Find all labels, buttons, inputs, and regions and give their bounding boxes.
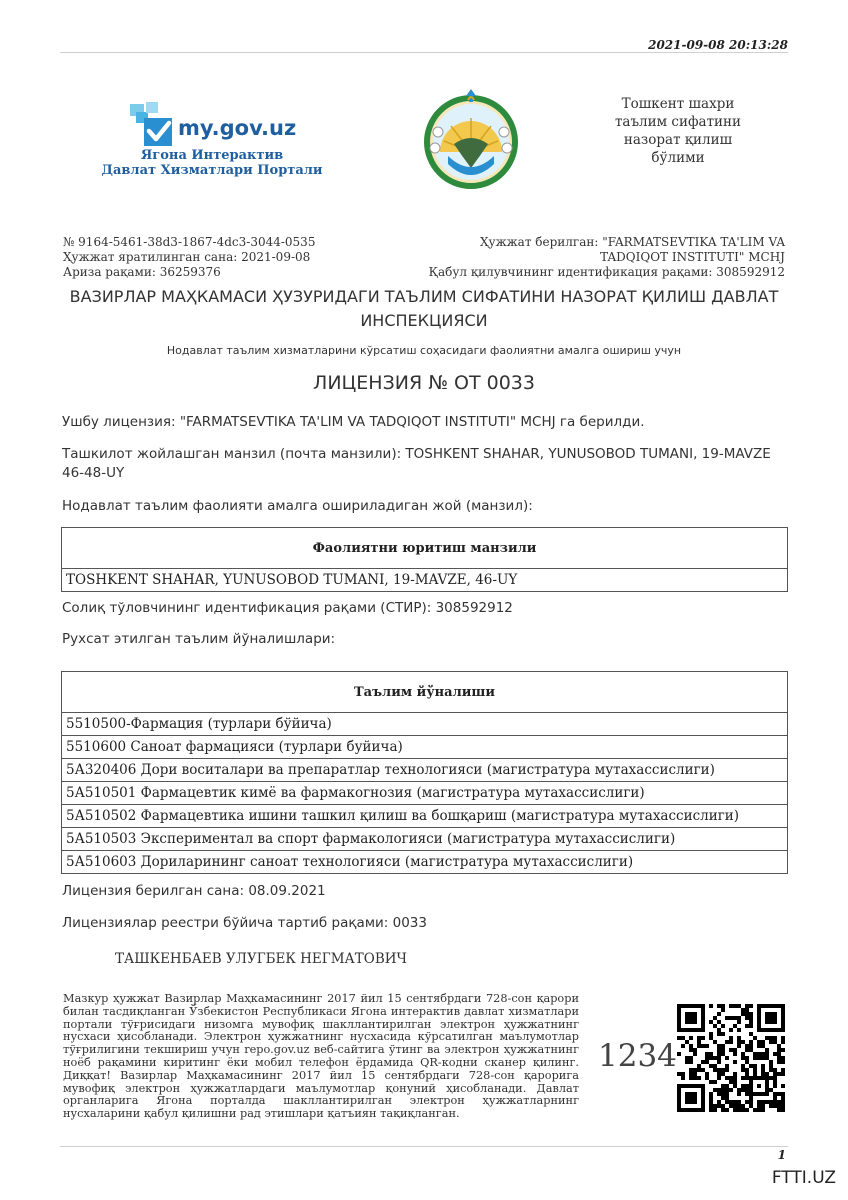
document-meta-right xyxy=(405,235,785,280)
department-line: бўлими xyxy=(651,150,705,166)
directions-label: Рухсат этилган таълим йўналишлари: xyxy=(62,631,336,647)
legal-notice: Мазкур ҳужжат Вазирлар Маҳкамасининг 2017 йил 15 сентябрдаги 728-сон қарори билан тасдиқланган Ўзбекистон Республикаси Ягона интерактив давлат хизматлари портали тўғрисидаги низомга мувофиқ шакллантирилган электрон ҳужжатнинг нусхаси ҳисобланади. Электрон ҳужжатнинг нусхасида кўрсатилган маълумотлар тўғрилигини текшириш учун repo.gov.uz веб-сайтига ўтинг ва электрон ҳужжатнинг ноёб рақамини киритинг ёки мобил телефон ёрдамида QR-кодни сканер қилинг. Диққат! Вазирлар Маҳкамасининг 2017 йил 15 сентябрдаги 728-сон қарорига мувофиқ электрон ҳужжатлардаги маълумотлар қонуний ҳисобланади. Давлат органларига Ягона порталда шакллантирилган электрон ҳужжатларнинг нусхаларини қабул қилишни рад этишлари қатъиян тақиқланган. xyxy=(63,992,579,1121)
activity-place-label: Нодавлат таълим фаолияти амалга ошириладиган жой (манзил): xyxy=(62,498,533,514)
license-issue-date: Лицензия берилган сана: 08.09.2021 xyxy=(62,883,326,899)
issued-to-line1: Ҳужжат берилган: "FARMATSEVTIKA TA'LIM VA xyxy=(479,235,785,249)
document-timestamp: 2021-09-08 20:13:28 xyxy=(648,38,788,52)
department-line: таълим сифатини xyxy=(614,114,742,130)
activity-address-header: Фаолиятни юритиш манзили xyxy=(62,528,788,569)
agency-title-line2: ИНСПЕКЦИЯСИ xyxy=(360,311,488,330)
education-directions-table xyxy=(61,671,788,874)
organization-address xyxy=(62,445,782,483)
organization-address-line2: 46-48-UY xyxy=(62,465,125,481)
document-created-date: Ҳужжат яратилинган сана: 2021-09-08 xyxy=(63,250,311,264)
license-title: ЛИЦЕНЗИЯ № ОТ 0033 xyxy=(313,372,535,394)
document-meta-left xyxy=(63,235,315,280)
header-divider xyxy=(60,52,788,53)
portal-site-name: my.gov.uz xyxy=(178,116,297,140)
education-directions-header: Таълим йўналиши xyxy=(62,672,788,713)
department-name xyxy=(598,95,758,167)
agency-title-line1: ВАЗИРЛАР МАҲКАМАСИ ҲУЗУРИДАГИ ТАЪЛИМ СИФАТИНИ НАЗОРАТ ҚИЛИШ ДАВЛАТ xyxy=(69,287,779,306)
state-emblem xyxy=(418,86,524,192)
table-row: 5А510503 Экспериментал ва спорт фармакологияси (магистратура мутахассислиги) xyxy=(62,828,788,851)
footer-divider xyxy=(60,1146,788,1147)
state-emblem-icon xyxy=(418,86,524,192)
portal-name-line1: Ягона Интерактив xyxy=(140,148,284,163)
table-row: 5А510603 Дориларининг саноат технологияси (магистратура мутахассислиги) xyxy=(62,851,788,874)
table-row: 5А510501 Фармацевтик кимё ва фармакогнозия (магистратура мутахассислиги) xyxy=(62,782,788,805)
application-number: Ариза рақами: 36259376 xyxy=(63,265,221,279)
license-purpose: Нодавлат таълим хизматларини кўрсатиш соҳасидаги фаолиятни амалга ошириш учун xyxy=(166,344,682,357)
table-row: 5А320406 Дори воситалари ва препаратлар технологияси (магистратура мутахассислиги) xyxy=(62,759,788,782)
portal-name-line2: Давлат Хизматлари Портали xyxy=(101,163,323,178)
watermark: FTTI.UZ xyxy=(771,1168,836,1188)
signer-name: ТАШКЕНБАЕВ УЛУГБЕК НЕГМАТОВИЧ xyxy=(115,951,407,967)
verification-code: 1234 xyxy=(598,1038,677,1074)
page-number: 1 xyxy=(777,1148,786,1162)
department-line: Тошкент шахри xyxy=(621,96,735,112)
document-id: № 9164-5461-38d3-1867-4dc3-3044-0535 xyxy=(63,235,316,249)
issued-to-line2: TADQIQOT INSTITUTI" MCHJ xyxy=(600,250,785,264)
table-row: 5510500-Фармация (турлари бўйича) xyxy=(62,713,788,736)
table-row: 5А510502 Фармацевтика ишини ташкил қилиш ва бошқариш (магистратура мутахассислиги) xyxy=(62,805,788,828)
issued-to-text: Ушбу лицензия: "FARMATSEVTIKA TA'LIM VA TADQIQOT INSTITUTI" MCHJ га берилди. xyxy=(62,414,645,430)
tax-id: Солиқ тўловчининг идентификация рақами (СТИР): 308592912 xyxy=(62,600,513,616)
qr-code-icon xyxy=(677,1004,785,1112)
activity-address-row: TOSHKENT SHAHAR, YUNUSOBOD TUMANI, 19-MAVZE, 46-UY xyxy=(62,569,788,592)
department-line: назорат қилиш xyxy=(623,132,733,148)
qr-code xyxy=(677,1004,785,1112)
table-row: 5510600 Саноат фармацияси (турлари буйича) xyxy=(62,736,788,759)
portal-logo xyxy=(96,100,336,180)
receiver-id: Қабул қилувчининг идентификация рақами: 308592912 xyxy=(428,265,785,279)
activity-address-table xyxy=(61,527,788,592)
registry-number: Лицензиялар реестри бўйича тартиб рақами: 0033 xyxy=(62,915,427,931)
organization-address-line1: Ташкилот жойлашган манзил (почта манзили): TOSHKENT SHAHAR, YUNUSOBOD TUMANI, 19-MAVZE xyxy=(62,446,771,462)
agency-title xyxy=(60,285,788,333)
